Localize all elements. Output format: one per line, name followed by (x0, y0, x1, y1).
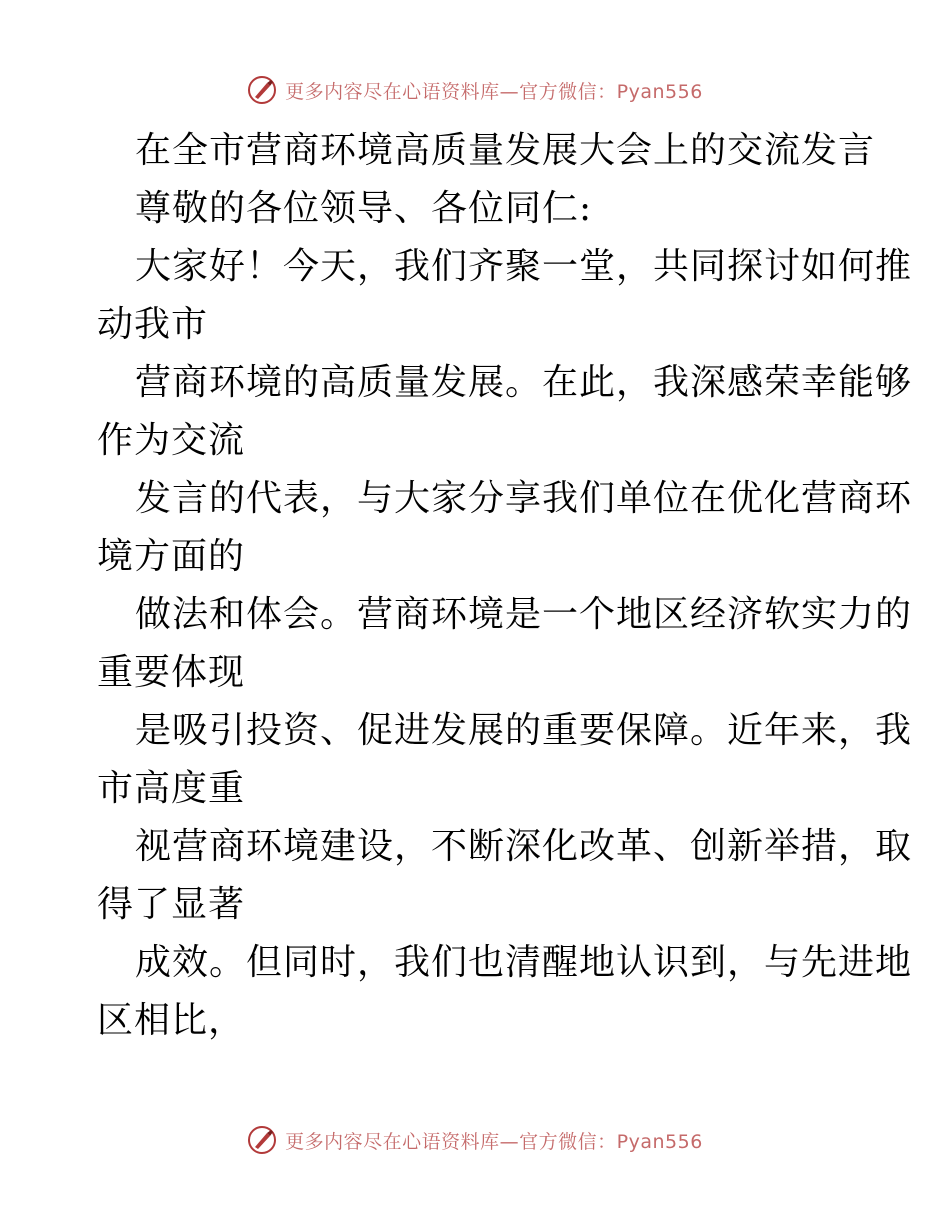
document-title: 在全市营商环境高质量发展大会上的交流发言 (135, 130, 876, 171)
header-watermark (0, 70, 950, 110)
paragraph-line: 境方面的 (97, 536, 246, 577)
paragraph-line: 市高度重 (97, 768, 246, 809)
salutation: 尊敬的各位领导、各位同仁: (135, 188, 593, 229)
watermark-text: 更多内容尽在心语资料库—官方微信：Pyan556 (285, 1130, 703, 1153)
footer-watermark (0, 1120, 950, 1160)
paragraph-line: 得了显著 (97, 884, 246, 925)
pen-nib-logo-icon (247, 75, 277, 105)
pen-nib-logo-icon (247, 1125, 277, 1155)
watermark-text: 更多内容尽在心语资料库—官方微信：Pyan556 (285, 80, 703, 103)
paragraph-line: 作为交流 (97, 420, 246, 461)
document-body (97, 122, 913, 1050)
paragraph-line: 区相比， (97, 1000, 246, 1041)
paragraph-line: 是吸引投资、促进发展的重要保障。近年来，我 (135, 710, 913, 751)
paragraph-line: 成效。但同时，我们也清醒地认识到，与先进地 (135, 942, 913, 983)
paragraph-line: 大家好！今天，我们齐聚一堂，共同探讨如何推 (135, 246, 913, 287)
paragraph-line: 动我市 (97, 304, 209, 345)
paragraph-line: 营商环境的高质量发展。在此，我深感荣幸能够 (135, 362, 913, 403)
paragraph-line: 做法和体会。营商环境是一个地区经济软实力的 (135, 594, 913, 635)
paragraph-line: 视营商环境建设，不断深化改革、创新举措，取 (135, 826, 913, 867)
paragraph-line: 重要体现 (97, 652, 246, 693)
paragraph-line: 发言的代表，与大家分享我们单位在优化营商环 (135, 478, 913, 519)
